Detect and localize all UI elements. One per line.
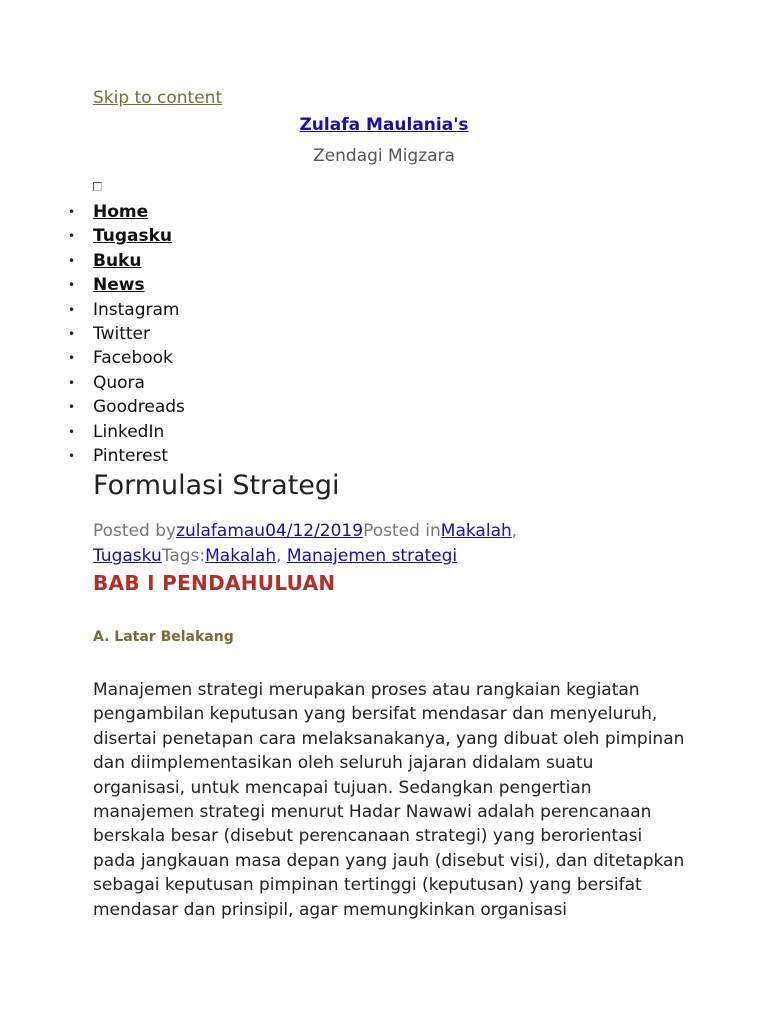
post-date-link[interactable]: 04/12/2019: [265, 521, 364, 541]
bullet-icon: •: [68, 424, 76, 439]
nav-item-facebook: [68, 346, 185, 370]
site-tagline: Zendagi Migzara: [313, 146, 455, 166]
bullet-icon: •: [68, 400, 76, 415]
bullet-icon: •: [68, 351, 76, 366]
posted-by-label: Posted by: [93, 521, 177, 541]
nav-link-instagram[interactable]: Instagram: [93, 299, 180, 320]
separator: ,: [511, 521, 518, 541]
separator: ,: [276, 546, 287, 566]
menu-toggle-checkbox[interactable]: [93, 182, 102, 191]
post-title: Formulasi Strategi: [93, 470, 340, 501]
primary-nav: [68, 200, 185, 468]
nav-link-tugasku[interactable]: Tugasku: [93, 226, 172, 247]
nav-link-quora[interactable]: Quora: [93, 372, 145, 393]
tag-link-manajemen-strategi[interactable]: Manajemen strategi: [286, 546, 458, 566]
nav-link-linkedin[interactable]: LinkedIn: [93, 421, 165, 442]
site-title-link[interactable]: Zulafa Maulania's: [299, 115, 469, 135]
body-paragraph: Manajemen strategi merupakan proses atau rangkaian kegiatan pengambilan keputusan yang bersifat mendasar dan menyeluruh, disertai penetapan cara melaksanakanya, yang dibuat oleh pimpinan dan diimplementasikan oleh seluruh jajaran didalam suatu organisasi, untuk mencapai tujuan. Sedangkan pengertian manajemen strategi menurut Hadar Nawawi adalah perencanaan berskala besar (disebut perencanaan strategi) yang berorientasi pada jangkauan masa depan yang jauh (disebut visi), dan ditetapkan sebagai keputusan pimpinan tertinggi (keputusan) yang bersifat mendasar dan prinsipil, agar memungkinkan organisasi: [93, 680, 685, 920]
category-link-tugasku[interactable]: Tugasku: [93, 546, 162, 566]
section-heading: A. Latar Belakang: [93, 629, 234, 645]
nav-item-quora: [68, 371, 185, 395]
nav-item-home: [68, 200, 185, 224]
tag-link-makalah[interactable]: Makalah: [205, 546, 277, 566]
author-link[interactable]: zulafamau: [176, 521, 266, 541]
nav-link-home[interactable]: Home: [93, 202, 149, 222]
nav-item-twitter: [68, 322, 185, 346]
nav-link-pinterest[interactable]: Pinterest: [93, 445, 169, 466]
nav-link-goodreads[interactable]: Goodreads: [93, 397, 185, 418]
posted-in-label: Posted in: [363, 521, 441, 541]
bullet-icon: •: [68, 205, 76, 219]
nav-item-tugasku: [68, 224, 185, 248]
nav-link-buku[interactable]: Buku: [93, 250, 142, 271]
post-meta: [93, 519, 683, 569]
bullet-icon: •: [68, 302, 76, 317]
nav-link-twitter[interactable]: Twitter: [93, 323, 150, 344]
nav-item-pinterest: [68, 444, 185, 468]
nav-link-facebook[interactable]: Facebook: [93, 348, 173, 369]
bullet-icon: •: [68, 326, 76, 341]
bullet-icon: •: [68, 375, 76, 390]
bullet-icon: •: [68, 229, 76, 244]
nav-item-buku: [68, 249, 185, 273]
bullet-icon: •: [68, 278, 76, 293]
bullet-icon: •: [68, 448, 76, 463]
skip-to-content-link[interactable]: Skip to content: [93, 88, 223, 108]
tags-label: Tags:: [161, 546, 206, 566]
chapter-heading: BAB I PENDAHULUAN: [93, 571, 336, 595]
nav-item-news: [68, 273, 185, 297]
nav-item-linkedin: [68, 420, 185, 444]
nav-link-news[interactable]: News: [93, 275, 145, 296]
bullet-icon: •: [68, 253, 76, 268]
category-link-makalah[interactable]: Makalah: [440, 521, 512, 541]
nav-item-instagram: [68, 298, 185, 322]
nav-item-goodreads: [68, 395, 185, 419]
